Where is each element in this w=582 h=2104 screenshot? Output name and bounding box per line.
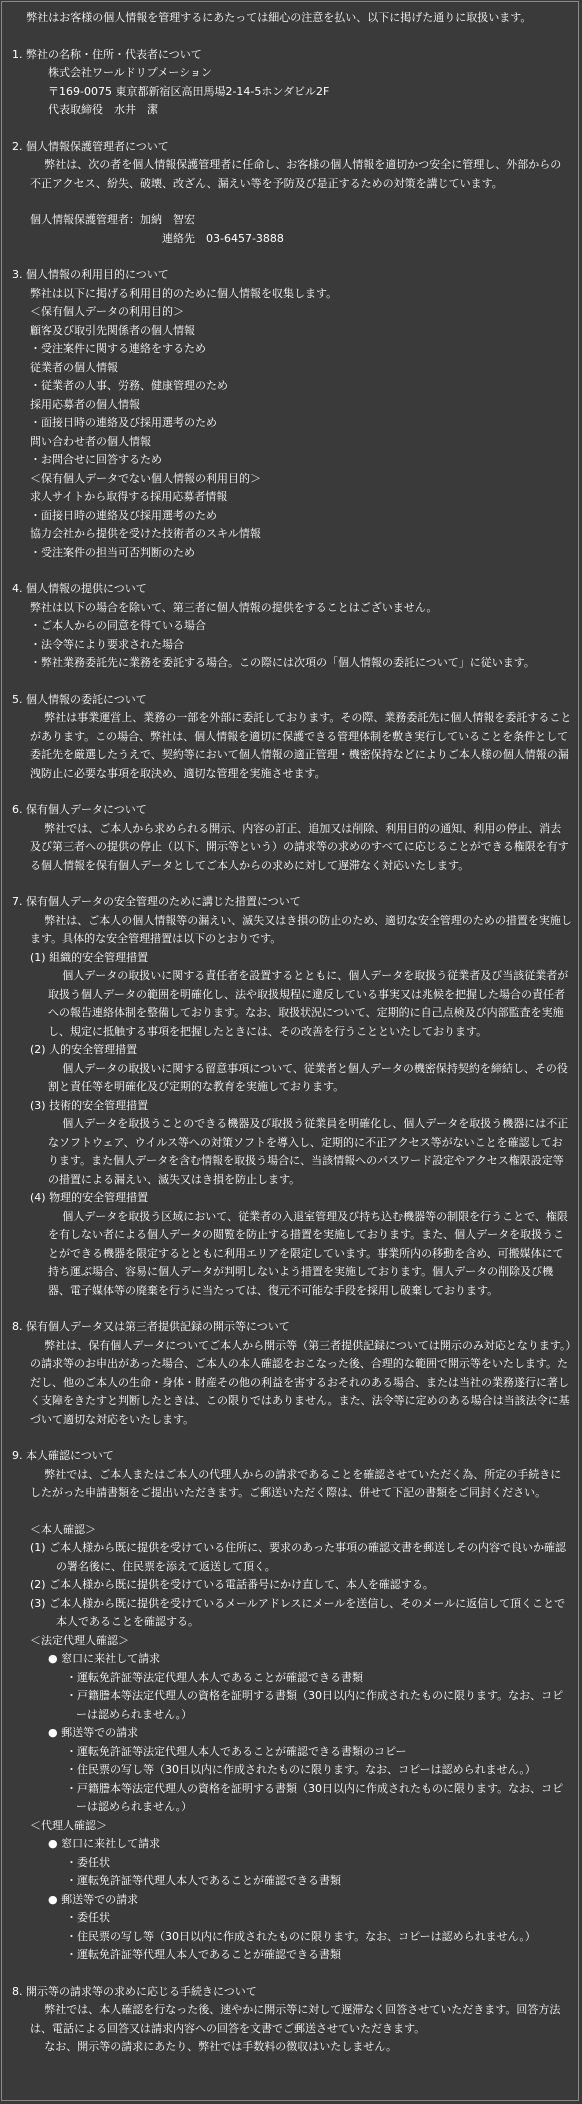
self-check-item: (3) ご本人様から既に提供を受けているメールアドレスにメールを送信し、そのメールに返信して頂くことで本人であることを確認する。	[30, 1596, 566, 1628]
section-3-lead: 弊社は以下に掲げる利用目的のために個人情報を収集します。	[30, 286, 338, 300]
section-10-note: なお、開示等の請求にあたり、弊社では手数料の徴収はいたしません。	[44, 2040, 397, 2053]
section-5-title: 5. 個人情報の委託について	[12, 692, 147, 706]
purpose-line: 求人サイトから取得する採用応募者情報	[30, 490, 228, 503]
section-10-body: 弊社では、本人確認を行なった後、速やかに開示等に対して遅滞なく回答させていただきます。回答方法は、電話による回答又は請求内容への回答を文書でご郵送させていただきます。	[30, 2003, 561, 2035]
measure-1-title: (1) 組織的安全管理措置	[30, 950, 149, 964]
purpose-line: 従業者の個人情報	[30, 360, 118, 374]
provision-item: ・法令等により要求された場合	[30, 637, 184, 651]
measure-1-body: 個人データの取扱いに関する責任者を設置するとともに、個人データを取扱う従業者及び当該従業者が取扱う個人データの範囲を明確化し、法や取扱規程に違反している事実又は兆候を把握した場合の責任者への報告連絡体制を整備しております。なお、取扱状況について、定期的に自己点検及び内部監査を実施し、規定に抵触する事項を把握したときには、その改善を行うことといたしております。	[48, 969, 569, 1038]
section-8-title: 8. 保有個人データ又は第三者提供記録の開示等について	[12, 1320, 290, 1333]
legal-visit-label: ● 窓口に来社して請求	[48, 1652, 161, 1665]
self-check-item: (1) ご本人様から既に提供を受けている住所に、要求のあった事項の確認文書を郵送しその内容で良いか確認の署名後に、住民票を添えて返送して頂く。	[30, 1541, 566, 1573]
company-representative: 代表取締役 水井 潔	[48, 103, 158, 116]
section-4-lead: 弊社は以下の場合を除いて、第三者に個人情報の提供をすることはございません。	[30, 600, 438, 614]
privacy-policy-panel	[1, 1, 579, 2101]
section-2-title: 2. 個人情報保護管理者について	[12, 139, 169, 153]
measure-4-body: 個人データを取扱う区域において、従業者の入退室管理及び持ち込む機器等の制限を行うことで、権限を有しない者による個人データの閲覧を防止する措置を実施しております。また、個人データを取扱うことができる機器を限定するとともに利用エリアを限定しています。事業所内の移動を含め、可搬媒体にて持ち運ぶ場合、容易に個人データが判明しないよう措置を実施しております。個人データの削除及び機器、電子媒体等の廃棄を行うに当たっては、復元不可能な手段を採用し破棄しております。	[48, 1209, 568, 1297]
purpose-line: ・面接日時の連絡及び採用選考のため	[30, 508, 217, 522]
measure-3-title: (3) 技術的安全管理措置	[30, 1098, 149, 1112]
measure-3-body: 個人データを取扱うことのできる機器及び取扱う従業員を明確化し、個人データを取扱う機器には不正なソフトウェア、ウイルス等への対策ソフトを導入し、定期的に不正アクセス等がないことを確認しております。また個人データを含む情報を取扱う場合に、当該情報へのパスワード設定やアクセス権限設定等の措置による漏えい、滅失又はき損を防止します。	[48, 1117, 569, 1186]
purpose-line: 顧客及び取引先関係者の個人情報	[30, 323, 195, 337]
legal-agent-heading: ＜法定代理人確認＞	[30, 1633, 129, 1647]
self-check-heading: ＜本人確認＞	[30, 1522, 96, 1536]
document-item: ・住民票の写し等（30日以内に作成されたものに限ります。なお、コピーは認められません。）	[66, 1763, 536, 1776]
purpose-line: 問い合わせ者の個人情報	[30, 434, 151, 448]
section-7-title: 7. 保有個人データの安全管理のために講じた措置について	[12, 895, 301, 908]
purpose-line: ・従業者の人事、労務、健康管理のため	[30, 379, 228, 392]
provision-item: ・ご本人からの同意を得ている場合	[30, 619, 206, 632]
company-address: 〒169-0075 東京都新宿区高田馬場2-14-5ホンダビル2F	[48, 84, 330, 98]
section-1-title: 1. 弊社の名称・住所・代表者について	[12, 47, 202, 61]
privacy-manager: 個人情報保護管理者：加納 智宏	[30, 213, 195, 226]
section-9-title: 9. 本人確認について	[12, 1449, 114, 1462]
policy-content	[12, 9, 572, 2057]
legal-mail-label: ● 郵送等での請求	[48, 1726, 139, 1739]
provision-item: ・弊社業務委託先に業務を委託する場合。この際には次項の「個人情報の委託について」に従います。	[30, 656, 535, 669]
company-name: 株式会社ワールドリプメーション	[48, 66, 212, 79]
section-8-body: 弊社は、保有個人データについてご本人から開示等（第三者提供記録については開示のみ対応となります。）の請求等のお申出があった場合、ご本人の本人確認をおこなった後、合理的な範囲で開示等をいたします。ただし、他のご本人の生命・身体・財産その他の利益を害するおそれのある場合、または当社の業務遂行に著しく支障をきたすと判断したときは、この限りではありません。また、法令等に定めのある場合は当該法令に基づいて適切な対応をいたします。	[30, 1338, 571, 1426]
purpose-line: ・お問合せに回答するため	[30, 453, 162, 466]
section-2-body: 弊社は、次の者を個人情報保護管理者に任命し、お客様の個人情報を適切かつ安全に管理し、外部からの不正アクセス、紛失、破壊、改ざん、漏えい等を予防及び是正するための対策を講じています。	[30, 158, 562, 190]
section-3-title: 3. 個人情報の利用目的について	[12, 268, 169, 281]
section-5-body: 弊社は事業運営上、業務の一部を外部に委託しております。その際、業務委託先に個人情報を委託することがあります。この場合、弊社は、個人情報を適切に保護できる管理体制を敷き実行していることを条件として委託先を厳選したうえで、契約等において個人情報の適正管理・機密保持などによりご本人様の個人情報の漏洩防止に必要な事項を取決め、適切な管理を実施させます。	[30, 711, 572, 780]
measure-4-title: (4) 物理的安全管理措置	[30, 1191, 149, 1204]
purpose-heading-non-retained: ＜保有個人データでない個人情報の利用目的＞	[30, 471, 261, 485]
intro-text: 弊社はお客様の個人情報を管理するにあたっては細心の注意を払い、以下に掲げた通りに取扱います。	[26, 11, 532, 24]
agent-visit-label: ● 窓口に来社して請求	[48, 1837, 161, 1850]
manager-contact: 連絡先 03-6457-3888	[162, 231, 284, 245]
section-4-title: 4. 個人情報の提供について	[12, 582, 147, 595]
document-item: ・運転免許証等法定代理人本人であることが確認できる書類	[66, 1670, 363, 1684]
purpose-line: ・受注案件の担当可否判断のため	[30, 545, 195, 559]
document-item: ・運転免許証等代理人本人であることが確認できる書類	[66, 1874, 341, 1887]
document-item: ・運転免許証等代理人本人であることが確認できる書類	[66, 1948, 341, 1961]
document-item: ・住民票の写し等（30日以内に作成されたものに限ります。なお、コピーは認められません。）	[66, 1929, 536, 1943]
section-10-title: 8. 開示等の請求等の求めに応じる手続きについて	[12, 1984, 257, 1998]
section-6-body: 弊社では、ご本人から求められる開示、内容の訂正、追加又は削除、利用目的の通知、利用の停止、消去及び第三者への提供の停止（以下、開示等という）の請求等の求めのすべてに応じることができる権限を有する個人情報を保有個人データとしてご本人からの求めに対して遅滞なく対応いたします。	[30, 821, 569, 872]
purpose-line: ・受注案件に関する連絡をするため	[30, 342, 206, 355]
document-item: ・戸籍謄本等法定代理人の資格を証明する書類（30日以内に作成されたものに限ります。なお、コピーは認められません。）	[66, 1781, 564, 1813]
document-item: ・委任状	[66, 1855, 110, 1869]
agent-mail-label: ● 郵送等での請求	[48, 1892, 139, 1906]
measure-2-body: 個人データの取扱いに関する留意事項について、従業者と個人データの機密保持契約を締結し、その役割と責任等を明確化及び定期的な教育を実施しております。	[48, 1061, 568, 1093]
section-6-title: 6. 保有個人データについて	[12, 803, 147, 816]
document-item: ・戸籍謄本等法定代理人の資格を証明する書類（30日以内に作成されたものに限ります。なお、コピーは認められません。）	[66, 1689, 564, 1721]
purpose-line: 採用応募者の個人情報	[30, 397, 140, 411]
document-item: ・委任状	[66, 1911, 110, 1924]
self-check-item: (2) ご本人様から既に提供を受けている電話番号にかけ直して、本人を確認する。	[30, 1578, 434, 1591]
document-item: ・運転免許証等法定代理人本人であることが確認できる書類のコピー	[66, 1744, 407, 1758]
measure-2-title: (2) 人的安全管理措置	[30, 1043, 138, 1056]
purpose-line: ・面接日時の連絡及び採用選考のため	[30, 416, 217, 429]
agent-heading: ＜代理人確認＞	[30, 1818, 107, 1832]
purpose-heading-retained: ＜保有個人データの利用目的＞	[30, 305, 184, 318]
purpose-line: 協力会社から提供を受けた技術者のスキル情報	[30, 527, 261, 540]
section-7-lead: 弊社は、ご本人の個人情報等の漏えい、滅失又はき損の防止のため、適切な安全管理のための措置を実施します。具体的な安全管理措置は以下のとおりです。	[30, 913, 572, 945]
section-9-body: 弊社では、ご本人またはご本人の代理人からの請求であることを確認させていただく為、所定の手続きにしたがった申請書類をご提出いただきます。ご郵送いただく際は、併せて下記の書類をご同封ください。	[30, 1467, 562, 1499]
